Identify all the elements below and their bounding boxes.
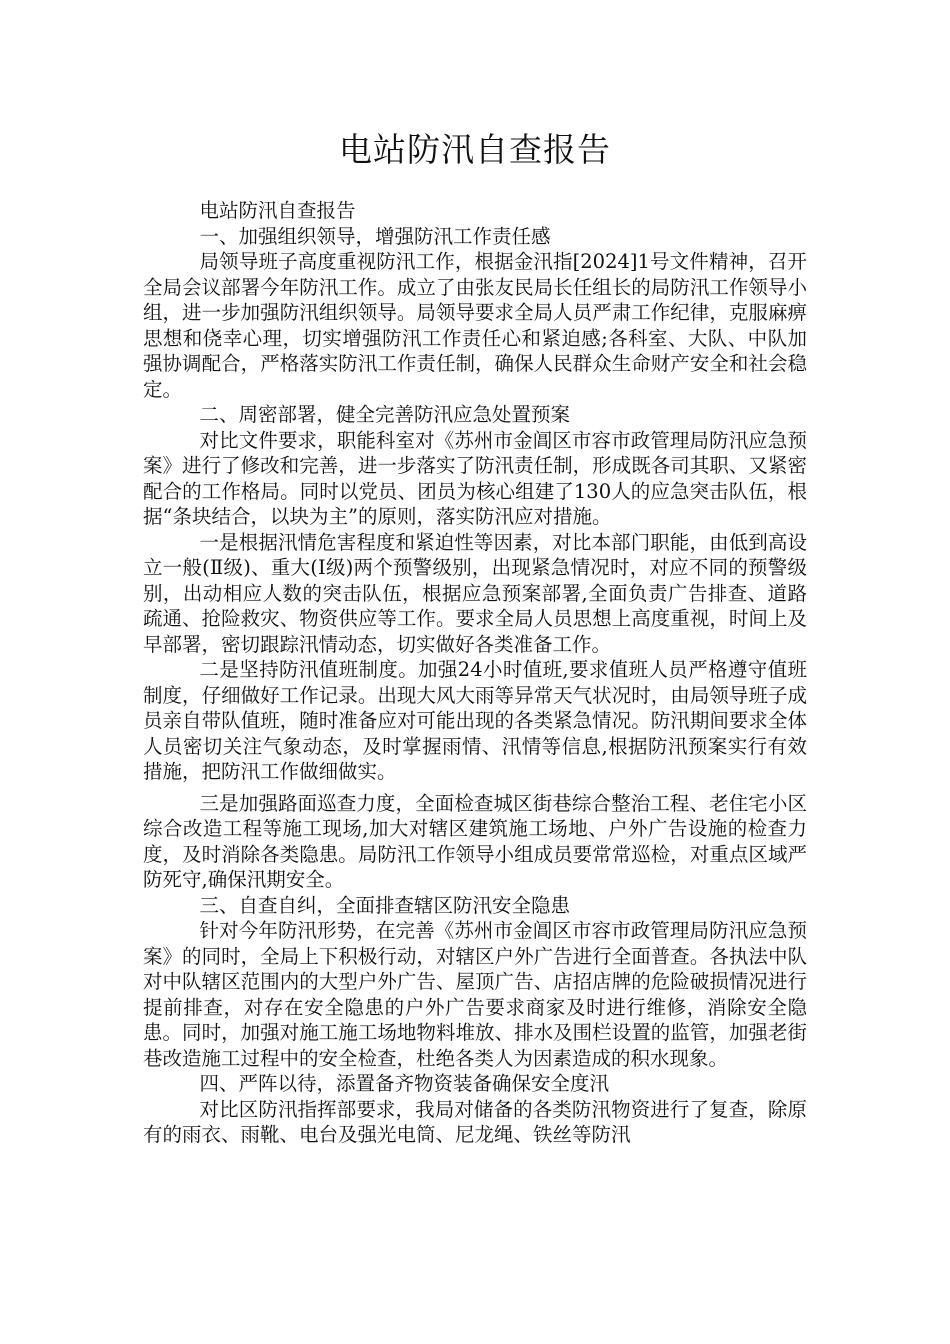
paragraph-patrol: 三是加强路面巡查力度，全面检查城区街巷综合整治工程、老住宅小区综合改造工程等施工现场,加大对辖区建筑施工场地、户外广告设施的检查力度，及时消除各类隐患。局防汛工作领导小组成员要常常巡检，对重点区域严防死守,确保汛期安全。: [143, 791, 807, 891]
document-title: 电站防汛自查报告: [339, 130, 611, 169]
paragraph-contingency-plan: 对比文件要求，职能科室对《苏州市金阊区市容市政管理局防汛应急预案》进行了修改和完善，进一步落实了防汛责任制，形成既各司其职、又紧密配合的工作格局。同时以党员、团员为核心组建了130人的应急突击队伍，根据“条块结合，以块为主”的原则，落实防汛应对措施。: [143, 428, 807, 528]
paragraph-organization: 局领导班子高度重视防汛工作，根据金汛指[2024]1号文件精神，召开全局会议部署今年防汛工作。成立了由张友民局长任组长的局防汛工作领导小组，进一步加强防汛组织领导。局领导要求全局人员严肃工作纪律，克服麻痹思想和侥幸心理，切实增强防汛工作责任心和紧迫感;各科室、大队、中队加强协调配合，严格落实防汛工作责任制，确保人民群众生命财产安全和社会稳定。: [143, 250, 807, 401]
paragraph-supplies: 对比区防汛指挥部要求，我局对储备的各类防汛物资进行了复查，除原有的雨衣、雨靴、电台及强光电筒、尼龙绳、铁丝等防汛: [143, 1097, 807, 1146]
section-heading-3: 三、自查自纠，全面排查辖区防汛安全隐患: [199, 893, 571, 917]
section-heading-4: 四、严阵以待，添置备齐物资装备确保安全度汛: [199, 1072, 610, 1095]
section-heading-2: 二、周密部署，健全完善防汛应急处置预案: [199, 403, 571, 426]
paragraph-duty-system: 二是坚持防汛值班制度。加强24小时值班,要求值班人员严格遵守值班制度，仔细做好工作记录。出现大风大雨等异常天气状况时，由局领导班子成员亲自带队值班，随时准备应对可能出现的各类紧急情况。防汛期间要求全体人员密切关注气象动态，及时掌握雨情、汛情等信息,根据防汛预案实行有效措施，把防汛工作做细做实。: [143, 658, 807, 783]
body-subtitle: 电站防汛自查报告: [199, 199, 356, 222]
paragraph-warning-levels: 一是根据汛情危害程度和紧迫性等因素，对比本部门职能，由低到高设立一般(Ⅱ级)、重大(Ⅰ级)两个预警级别，出现紧急情况时，对应不同的预警级别，出动相应人数的突击队伍，根据应急预案部署,全面负责广告排查、道路疏通、抢险救灾、物资供应等工作。要求全局人员思想上高度重视，时间上及早部署，密切跟踪汛情动态，切实做好各类准备工作。: [143, 530, 807, 656]
paragraph-self-inspection: 针对今年防汛形势，在完善《苏州市金阊区市容市政管理局防汛应急预案》的同时，全局上下积极行动，对辖区户外广告进行全面普查。各执法中队对中队辖区范围内的大型户外广告、屋顶广告、店招店牌的危险破损情况进行提前排查，对存在安全隐患的户外广告要求商家及时进行维修，消除安全隐患。同时，加强对施工施工场地物料堆放、排水及围栏设置的监管，加强老街巷改造施工过程中的安全检查，杜绝各类人为因素造成的积水现象。: [143, 919, 807, 1070]
document-body: [143, 198, 807, 1148]
section-heading-1: 一、加强组织领导，增强防汛工作责任感: [199, 224, 551, 248]
